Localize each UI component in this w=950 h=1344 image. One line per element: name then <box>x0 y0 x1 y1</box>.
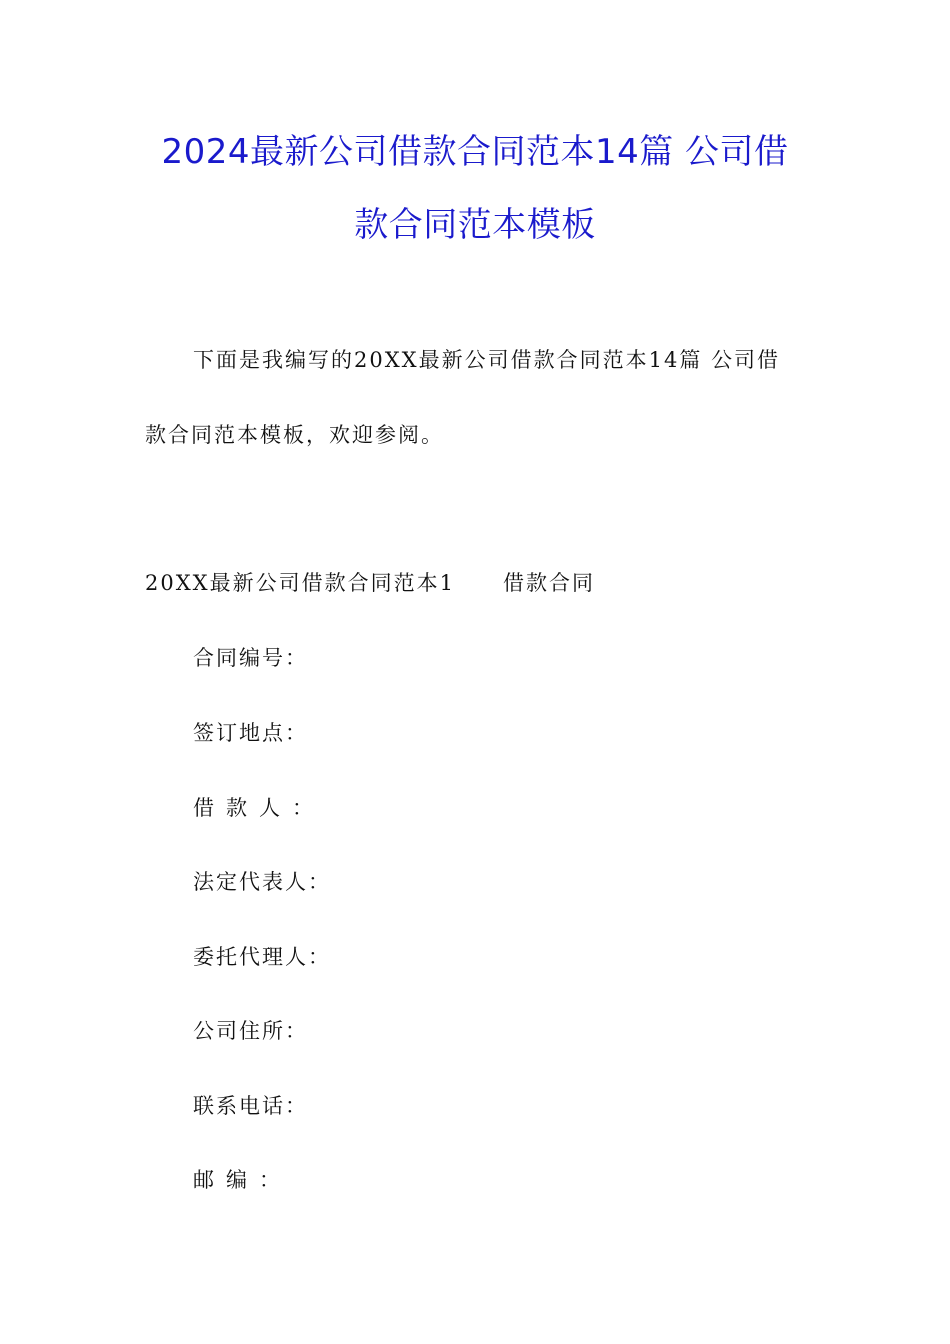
field-phone: 联系电话： <box>193 1094 308 1118</box>
field-contract-number: 合同编号： <box>193 646 308 670</box>
field-company-address: 公司住所： <box>193 1019 308 1043</box>
section-subheading: 借款合同 <box>502 571 595 595</box>
section-heading <box>145 569 595 597</box>
field-authorized-agent: 委托代理人： <box>193 945 331 969</box>
document-title-line-1: 2024最新公司借款合同范本14篇 公司借 <box>161 132 789 172</box>
field-signing-place: 签订地点： <box>193 721 308 745</box>
field-legal-representative: 法定代表人： <box>193 870 331 894</box>
field-borrower: 借款人： <box>193 796 325 820</box>
intro-paragraph-line-2: 款合同范本模板，欢迎参阅。 <box>145 423 444 447</box>
document-title-line-2: 款合同范本模板 <box>354 205 596 245</box>
section-heading-title: 20XX最新公司借款合同范本1 <box>145 571 455 595</box>
field-postcode: 邮编： <box>193 1168 292 1192</box>
intro-paragraph-line-1: 下面是我编写的20XX最新公司借款合同范本14篇 公司借 <box>193 348 781 372</box>
